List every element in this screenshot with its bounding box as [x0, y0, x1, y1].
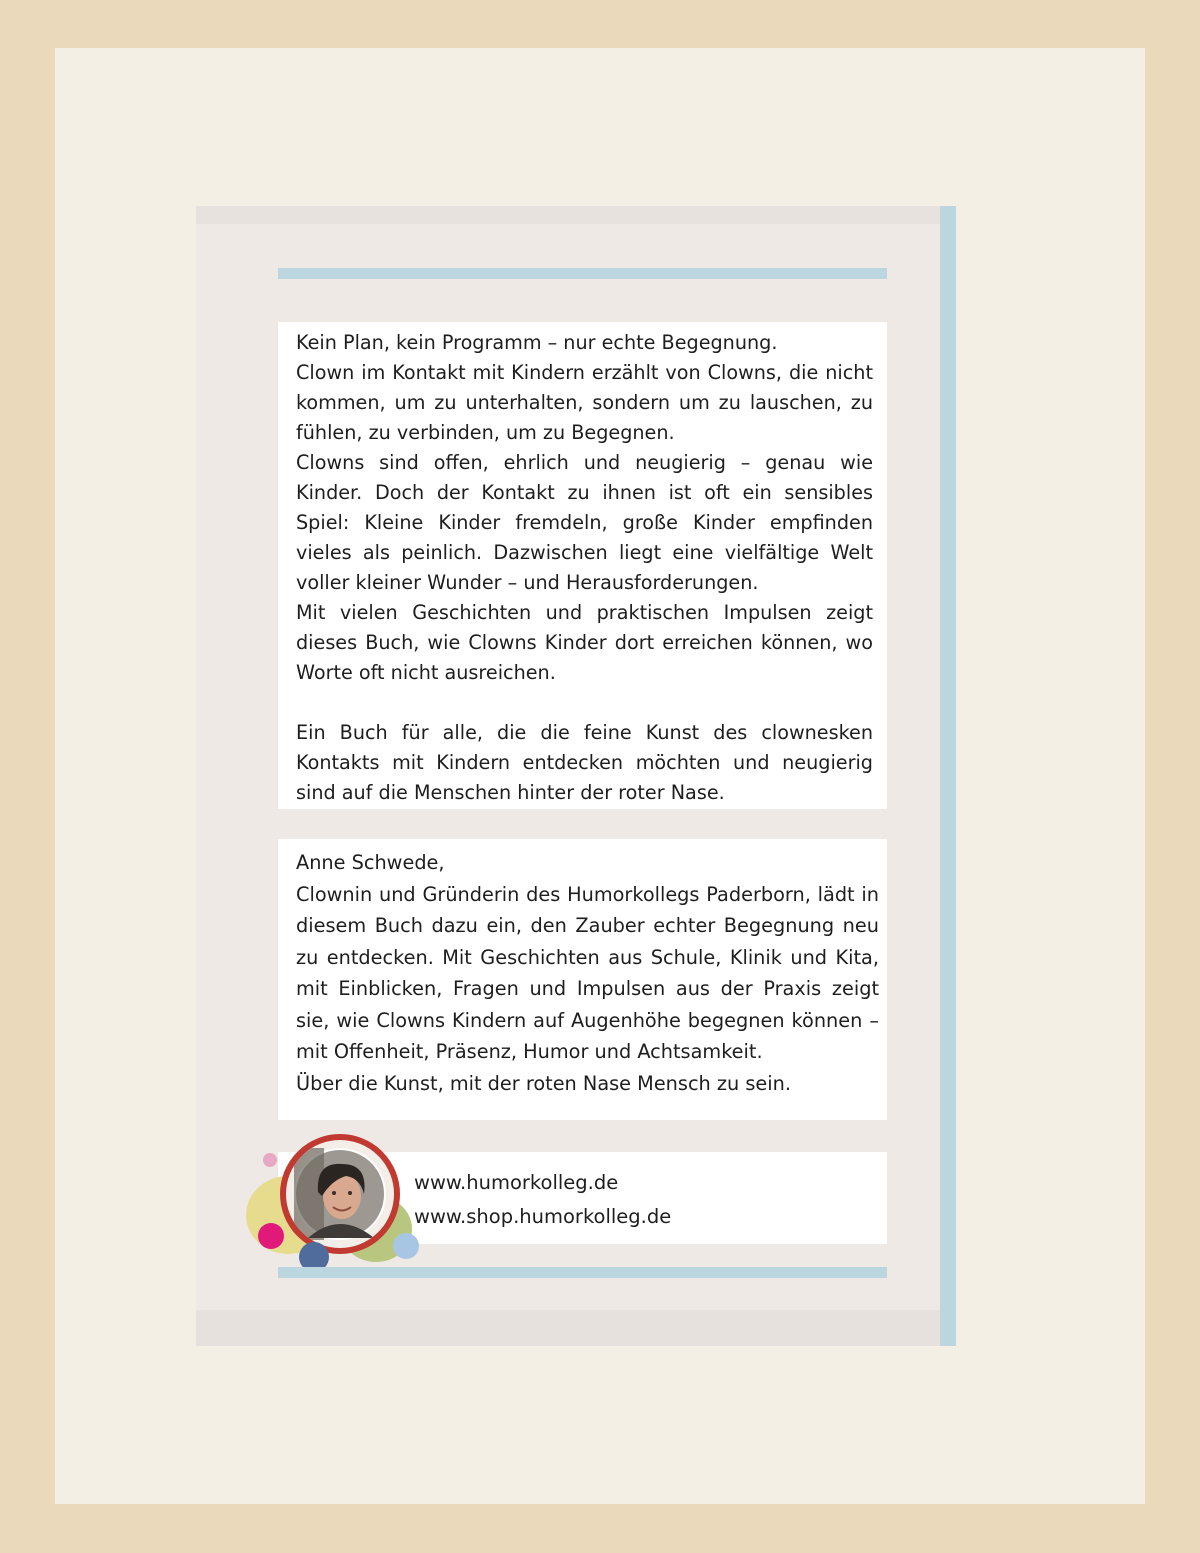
blurb-paragraph: Mit vielen Geschichten und praktischen Impulsen zeigt dieses Buch, wie Clowns Kinder dort erreichen können, wo Worte oft nicht ausreichen.	[296, 601, 873, 684]
blurb-paragraph: Clown im Kontakt mit Kindern erzählt von Clowns, die nicht kommen, um zu unterhalten, sondern um zu lauschen, zu fühlen, zu verbinden, um zu Begegnen.	[296, 361, 873, 444]
blurb-text	[296, 328, 873, 808]
bottom-divider	[278, 1267, 887, 1278]
author-portrait	[280, 1134, 400, 1254]
author-text	[296, 847, 879, 1099]
blurb-closing: Ein Buch für alle, die die feine Kunst des clownesken Kontakts mit Kindern entdecken möchten und neugierig sind auf die Menschen hinter der roter Nase.	[296, 721, 873, 804]
author-closing: Über die Kunst, mit der roten Nase Mensch zu sein.	[296, 1071, 791, 1095]
decorative-dot-lightblue	[393, 1233, 419, 1259]
paragraph-spacer	[296, 688, 873, 718]
author-photo	[286, 1140, 394, 1248]
decorative-dot-magenta	[258, 1223, 284, 1249]
author-name: Anne Schwede,	[296, 851, 445, 874]
cover-top-band	[196, 206, 940, 224]
cover-bottom-band	[196, 1310, 940, 1346]
top-divider	[278, 268, 887, 279]
blurb-panel	[278, 322, 887, 809]
shop-link[interactable]: www.shop.humorkolleg.de	[414, 1205, 672, 1228]
blurb-paragraph: Clowns sind offen, ehrlich und neugierig – genau wie Kinder. Doch der Kontakt zu ihnen ist oft ein sensibles Spiel: Kleine Kinder fremdeln, große Kinder empfinden vieles als peinlich. Dazwischen liegt eine vielfältige Welt voller kleiner Wunder – und Herausforderungen.	[296, 451, 873, 594]
author-panel	[278, 839, 887, 1120]
author-bio: Clownin und Gründerin des Humorkollegs Paderborn, lädt in diesem Buch dazu ein, den Zauber echter Begegnung neu zu entdecken. Mit Geschichten aus Schule, Klinik und Kita, mit Einblicken, Fragen und Impulsen aus der Praxis zeigt sie, wie Clowns Kindern auf Augenhöhe begegnen können – mit Offenheit, Präsenz, Humor und Achtsamkeit.	[296, 882, 879, 1063]
decorative-dot-pink	[263, 1153, 277, 1167]
website-link[interactable]: www.humorkolleg.de	[414, 1171, 619, 1194]
cover-spine-edge	[940, 206, 956, 1346]
blurb-tagline: Kein Plan, kein Programm – nur echte Begegnung.	[296, 331, 778, 354]
